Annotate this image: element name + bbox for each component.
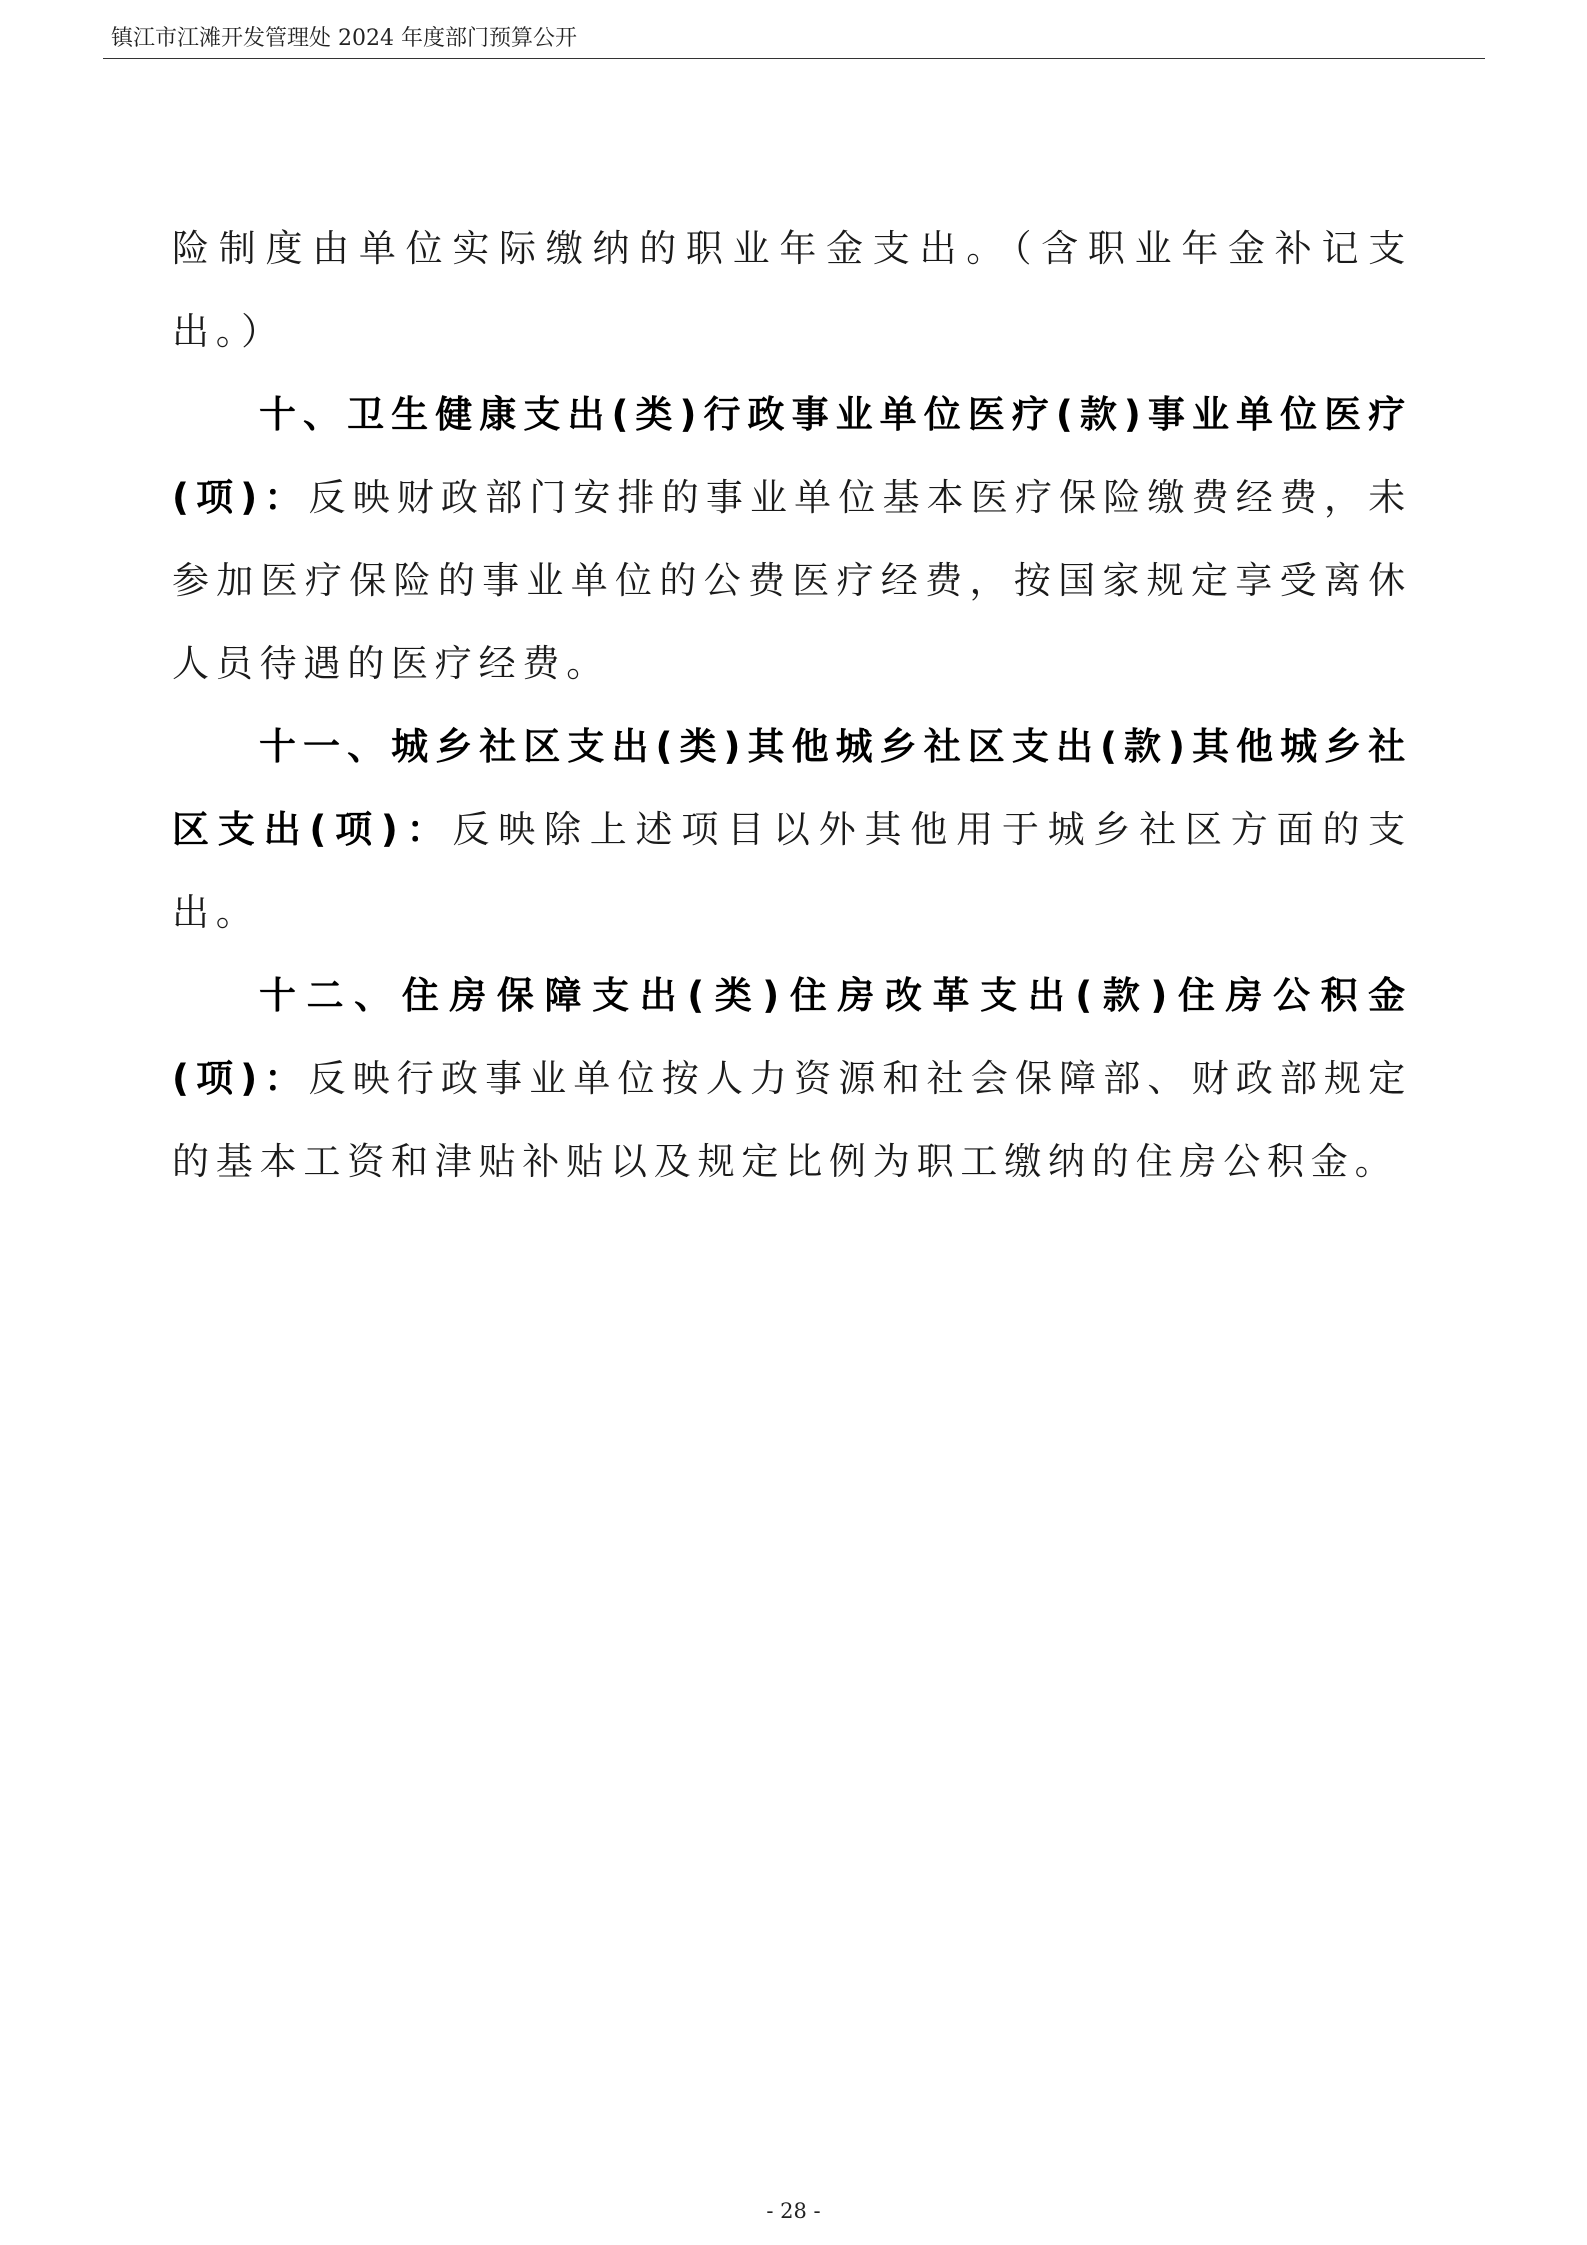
header-title: 镇江市江滩开发管理处 2024 年度部门预算公开	[111, 26, 577, 51]
paragraph-text: 险制度由单位实际缴纳的职业年金支出。（含职业年金补记支出。）	[172, 227, 1412, 353]
paragraph-health-expenditure	[172, 373, 1412, 705]
page-number: - 28 -	[766, 2199, 821, 2223]
document-body	[172, 207, 1412, 1203]
paragraph-community-expenditure	[172, 705, 1412, 954]
page-header	[103, 22, 1485, 59]
paragraph-text: 反映行政事业单位按人力资源和社会保障部、财政部规定的基本工资和津贴补贴以及规定比例为职工缴纳的住房公积金。	[172, 1057, 1412, 1183]
paragraph-text: 反映财政部门安排的事业单位基本医疗保险缴费经费，未参加医疗保险的事业单位的公费医疗经费，按国家规定享受离休人员待遇的医疗经费。	[172, 476, 1412, 685]
paragraph-heading: 十二、住房保障支出(类)住房改革支出(款)住房公积金(项)：	[172, 974, 1412, 1100]
paragraph-text: 反映除上述项目以外其他用于城乡社区方面的支出。	[172, 808, 1412, 934]
paragraph-heading: 十一、城乡社区支出(类)其他城乡社区支出(款)其他城乡社区支出(项)：	[172, 725, 1412, 851]
paragraph-continuation	[172, 207, 1412, 373]
paragraph-housing-expenditure	[172, 954, 1412, 1203]
paragraph-heading: 十、卫生健康支出(类)行政事业单位医疗(款)事业单位医疗(项)：	[172, 393, 1412, 519]
